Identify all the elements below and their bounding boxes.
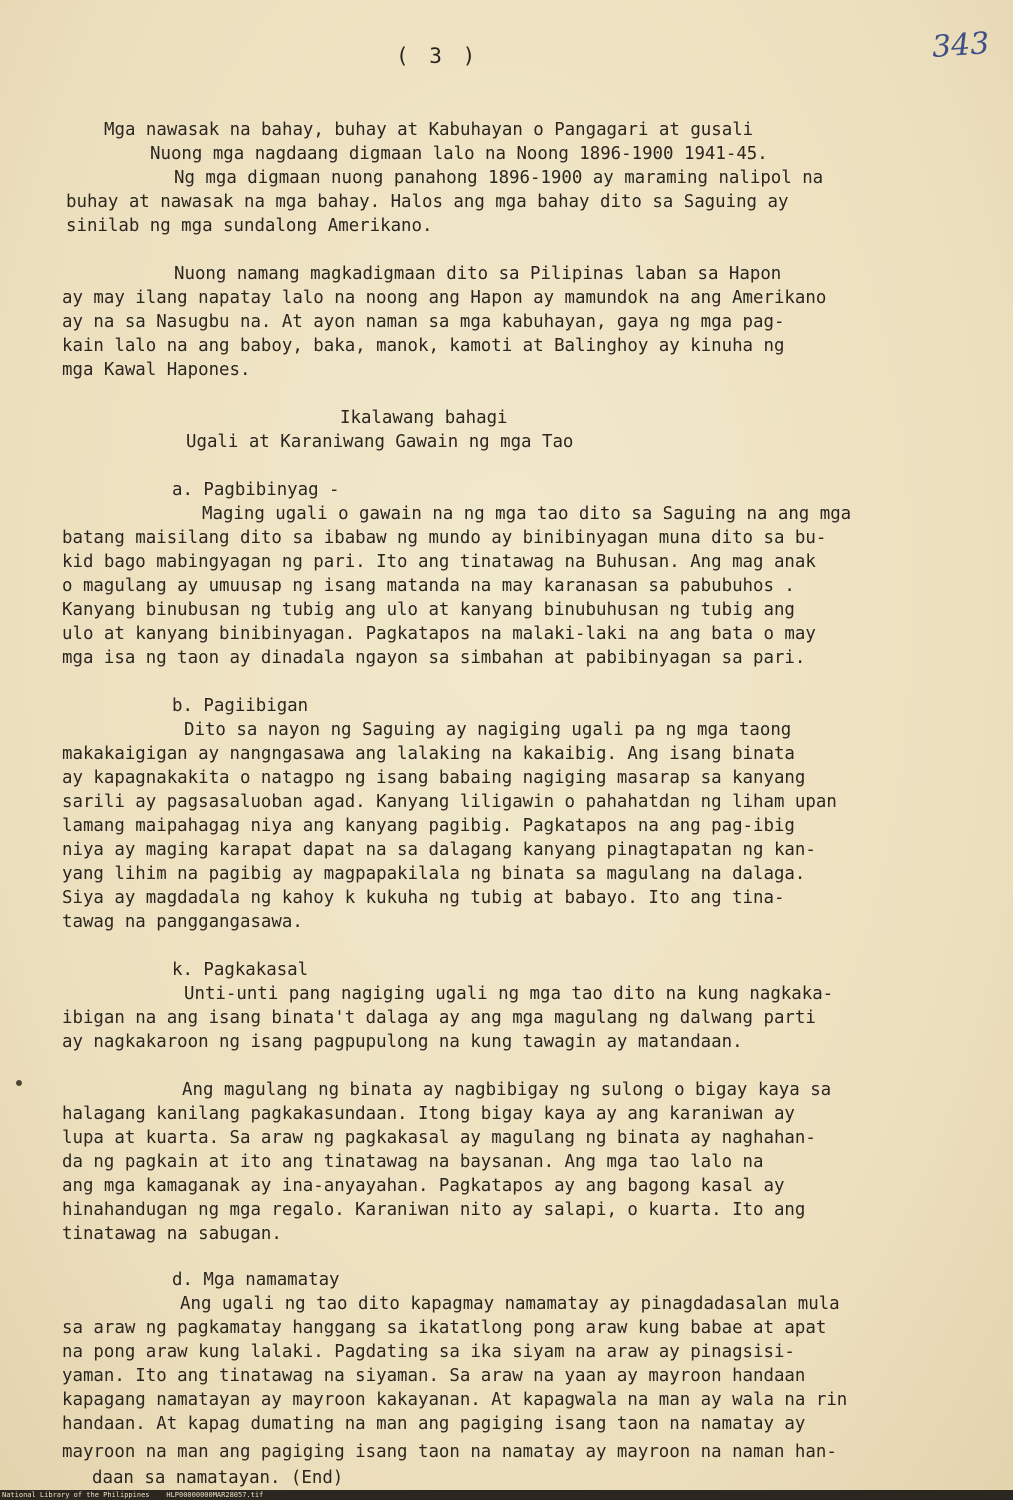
text-line: ang mga kamaganak ay ina-anyayahan. Pagkatapos ay ang bagong kasal ay: [62, 1176, 785, 1196]
text-line: buhay at nawasak na mga bahay. Halos ang mga bahay dito sa Saguing ay: [66, 192, 789, 212]
text-line: Mga nawasak na bahay, buhay at Kabuhayan o Pangagari at gusali: [104, 120, 754, 140]
text-line: halagang kanilang pagkakasundaan. Itong bigay kaya ay ang karaniwan ay: [62, 1104, 795, 1124]
text-line: Dito sa nayon ng Saguing ay nagiging ugali pa ng mga taong: [184, 720, 792, 740]
text-line: Siya ay magdadala ng kahoy k kukuha ng tubig at babayo. Ito ang tina-: [62, 888, 785, 908]
text-line: ay kapagnakakita o natagpo ng isang babaing nagiging masarap sa kanyang: [62, 768, 806, 788]
text-line: a. Pagbibinyag -: [172, 480, 340, 500]
text-line: da ng pagkain at ito ang tinatawag na baysanan. Ang mga tao lalo na: [62, 1152, 764, 1172]
text-line: makakaigigan ay nangngasawa ang lalaking na kakaibig. Ang isang binata: [62, 744, 795, 764]
text-line: Nuong mga nagdaang digmaan lalo na Noong 1896-1900 1941-45.: [150, 144, 768, 164]
text-line: hinahandugan ng mga regalo. Karaniwan nito ay salapi, o kuarta. Ito ang: [62, 1200, 806, 1220]
text-line: tinatawag na sabugan.: [62, 1224, 282, 1244]
text-line: daan sa namatayan. (End): [92, 1468, 344, 1488]
text-line: na pong araw kung lalaki. Pagdating sa ika siyam na araw ay pinagsisi-: [62, 1342, 795, 1362]
text-line: Ang magulang ng binata ay nagbibigay ng sulong o bigay kaya sa: [182, 1080, 832, 1100]
text-line: sa araw ng pagkamatay hanggang sa ikatatlong pong araw kung babae at apat: [62, 1318, 827, 1338]
text-line: ulo at kanyang binibinyagan. Pagkatapos na malaki-laki na ang bata o may: [62, 624, 816, 644]
text-line: kain lalo na ang baboy, baka, manok, kamoti at Balinghoy ay kinuha ng: [62, 336, 785, 356]
text-line: ibigan na ang isang binata't dalaga ay ang mga magulang ng dalwang parti: [62, 1008, 816, 1028]
text-line: lupa at kuarta. Sa araw ng pagkakasal ay magulang ng binata ay naghahan-: [62, 1128, 816, 1148]
text-line: Nuong namang magkadigmaan dito sa Pilipinas laban sa Hapon: [174, 264, 782, 284]
archive-number: 343: [930, 26, 991, 65]
text-line: kid bago mabingyagan ng pari. Ito ang tinatawag na Buhusan. Ang mag anak: [62, 552, 816, 572]
text-line: Ikalawang bahagi: [340, 408, 508, 428]
text-line: Maging ugali o gawain na ng mga tao dito sa Saguing na ang mga: [202, 504, 852, 524]
library-stamp: National Library of the Philippines HLP00000000MAR28057.tif: [2, 1491, 264, 1499]
text-line: mayroon na man ang pagiging isang taon na namatay ay mayroon na naman han-: [62, 1442, 837, 1462]
text-line: Ng mga digmaan nuong panahong 1896-1900 ay maraming nalipol na: [174, 168, 824, 188]
text-line: Kanyang binubusan ng tubig ang ulo at kanyang binubuhusan ng tubig ang: [62, 600, 795, 620]
text-line: Ang ugali ng tao dito kapagmay namamatay ay pinagdadasalan mula: [180, 1294, 840, 1314]
text-line: ay na sa Nasugbu na. At ayon naman sa mga kabuhayan, gaya ng mga pag-: [62, 312, 785, 332]
text-line: ay may ilang napatay lalo na noong ang Hapon ay mamundok na ang Amerikano: [62, 288, 827, 308]
text-line: yang lihim na pagibig ay magpapakilala ng binata sa magulang na dalaga.: [62, 864, 806, 884]
text-line: handaan. At kapag dumating na man ang pagiging isang taon na namatay ay: [62, 1414, 806, 1434]
text-line: tawag na panggangasawa.: [62, 912, 303, 932]
page-number: ( 3 ): [396, 44, 480, 68]
text-line: k. Pagkakasal: [172, 960, 309, 980]
text-line: Unti-unti pang nagiging ugali ng mga tao dito na kung nagkaka-: [184, 984, 834, 1004]
text-line: mga isa ng taon ay dinadala ngayon sa simbahan at pabibinyagan sa pari.: [62, 648, 806, 668]
text-line: lamang maipahagag niya ang kanyang pagibig. Pagkatapos na ang pag-ibig: [62, 816, 795, 836]
text-line: yaman. Ito ang tinatawag na siyaman. Sa araw na yaan ay mayroon handaan: [62, 1366, 806, 1386]
text-line: o magulang ay umuusap ng isang matanda na may karanasan sa pabubuhos .: [62, 576, 795, 596]
text-line: mga Kawal Hapones.: [62, 360, 251, 380]
text-line: sarili ay pagsasaluoban agad. Kanyang liligawin o pahahatdan ng liham upan: [62, 792, 837, 812]
text-line: b. Pagiibigan: [172, 696, 309, 716]
text-line: d. Mga namamatay: [172, 1270, 340, 1290]
stray-mark: [16, 1080, 22, 1086]
text-line: Ugali at Karaniwang Gawain ng mga Tao: [186, 432, 574, 452]
text-line: batang maisilang dito sa ibabaw ng mundo ay binibinyagan muna dito sa bu-: [62, 528, 827, 548]
text-line: sinilab ng mga sundalong Amerikano.: [66, 216, 433, 236]
text-line: ay nagkakaroon ng isang pagpupulong na kung tawagin ay matandaan.: [62, 1032, 743, 1052]
text-line: kapagang namatayan ay mayroon kakayanan. At kapagwala na man ay wala na rin: [62, 1390, 848, 1410]
text-line: niya ay maging karapat dapat na sa dalagang kanyang pinagtapatan ng kan-: [62, 840, 816, 860]
